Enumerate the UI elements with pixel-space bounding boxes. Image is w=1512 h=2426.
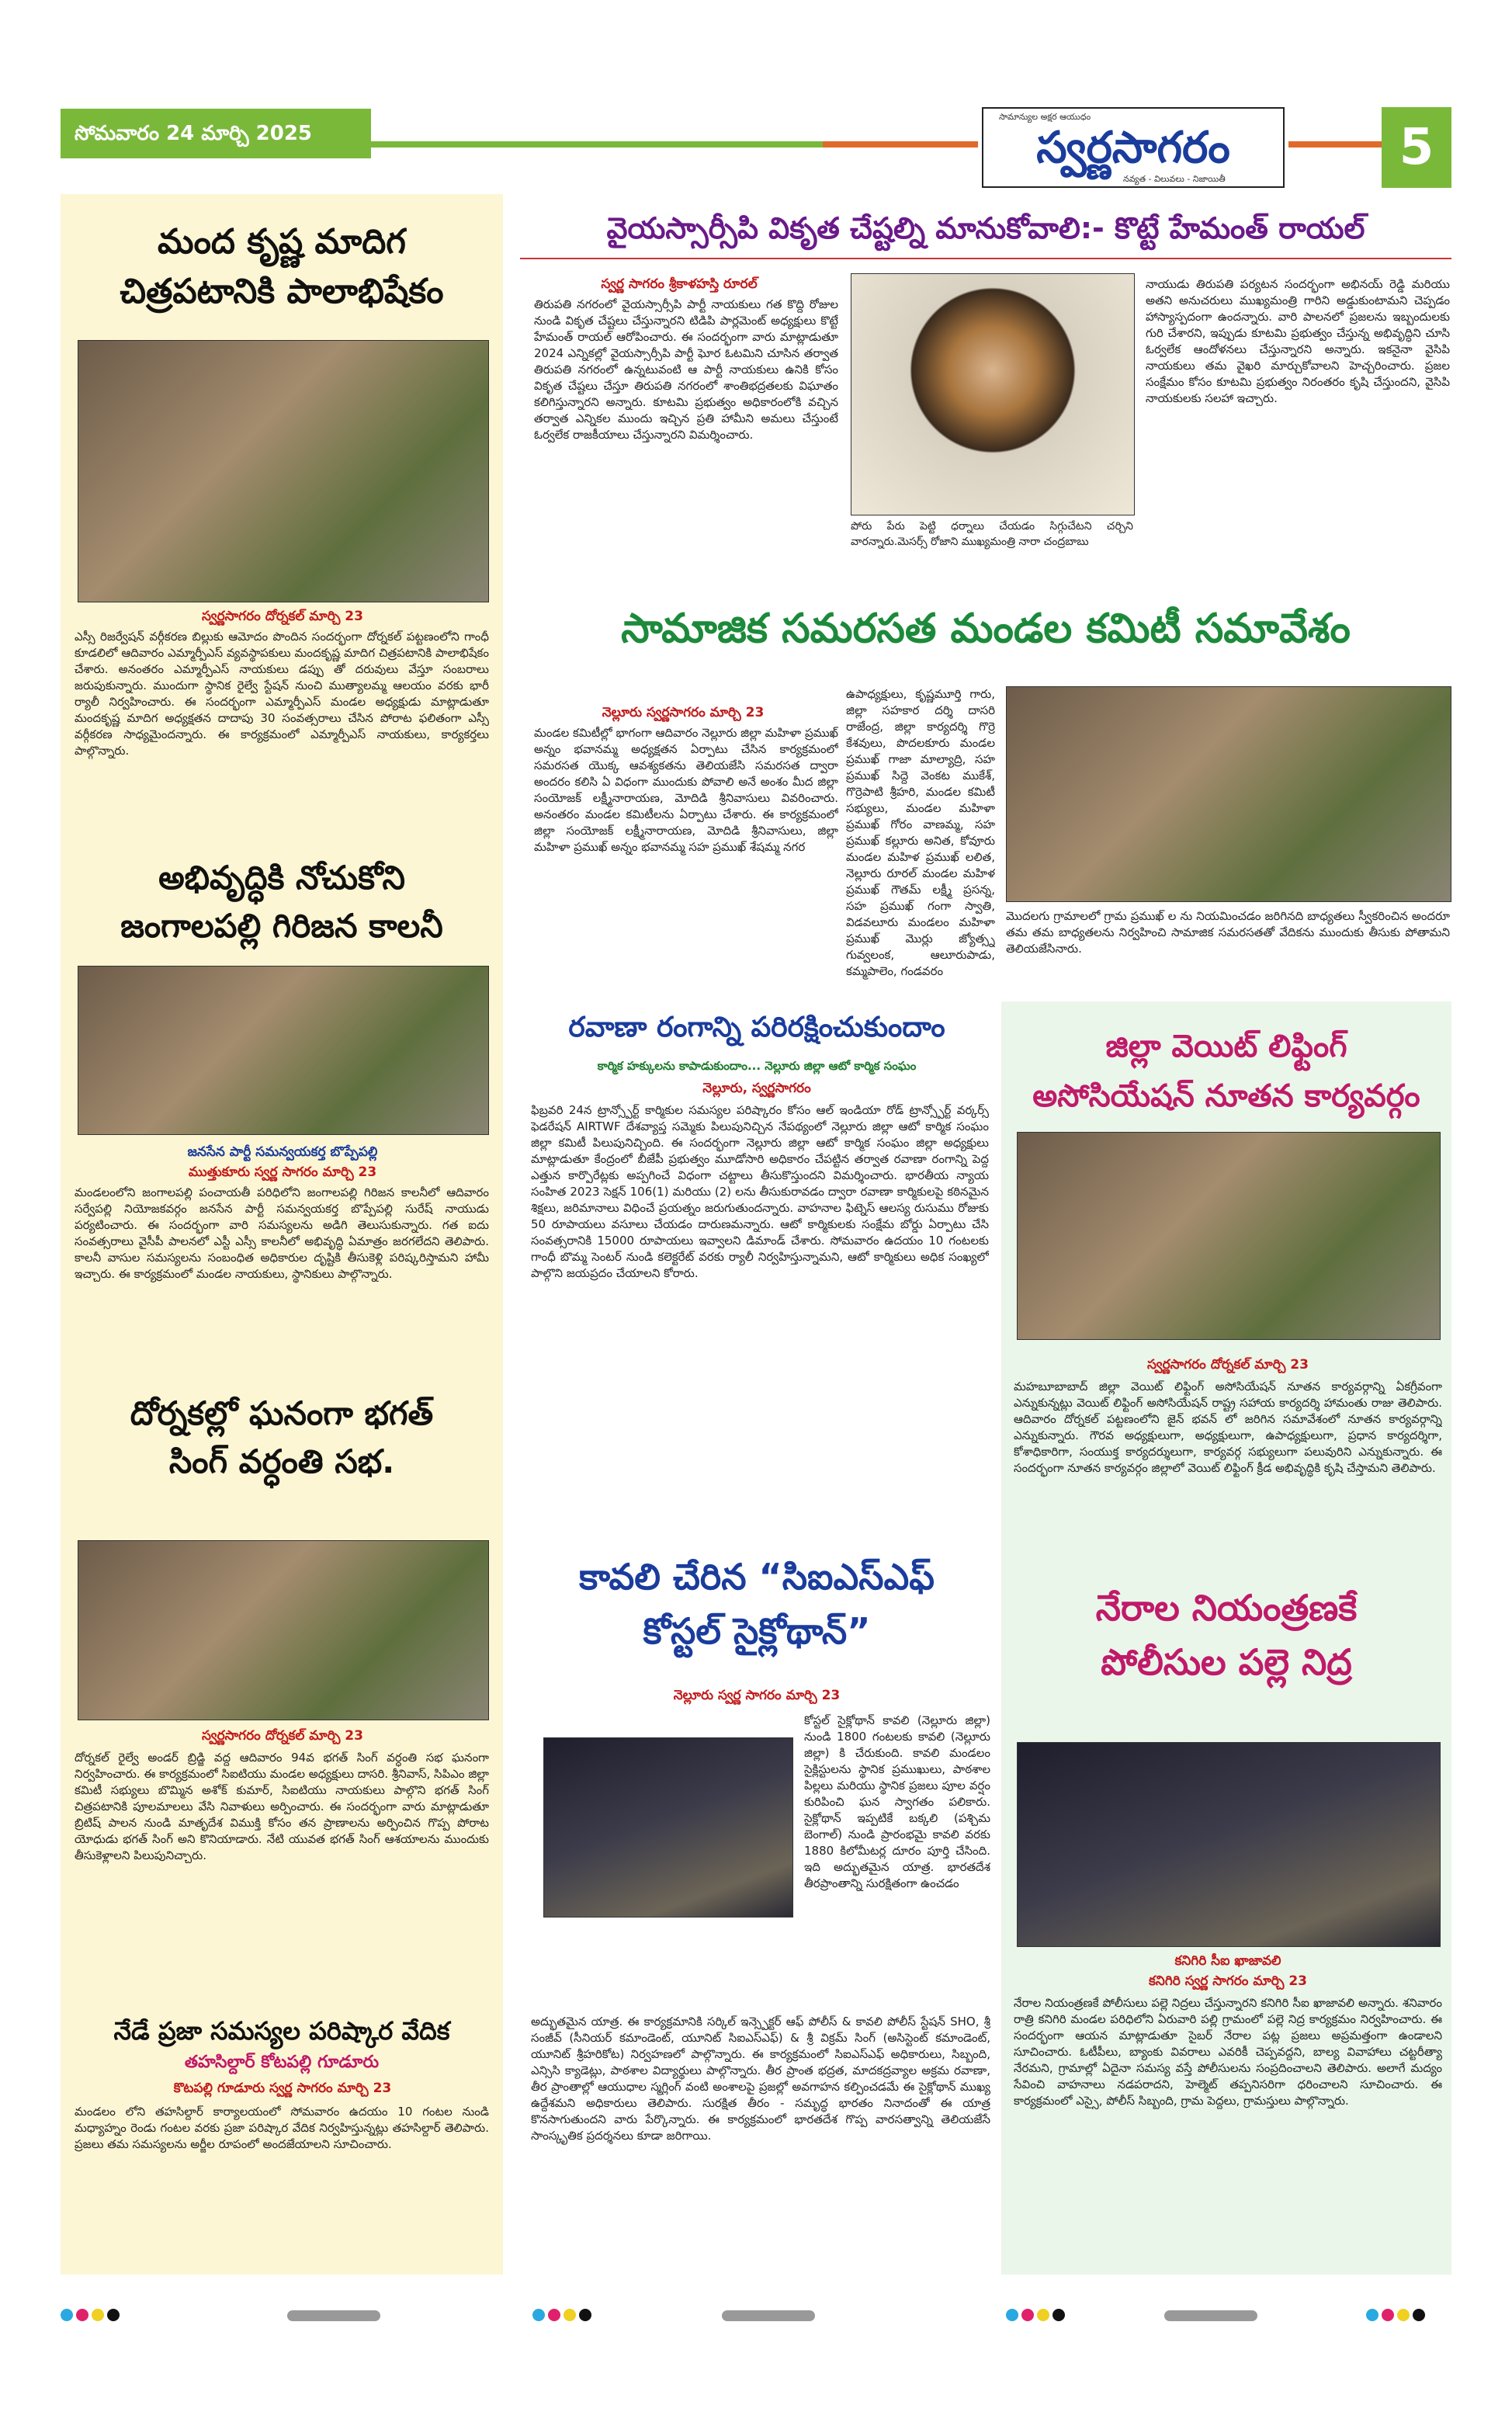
left-a4-dateline: కొటపల్లి గూడూరు స్వర్ణ సాగరం మార్చి 23: [173, 2081, 392, 2096]
left-a3-headline-line1: దోర్నకల్లో ఘనంగా భగత్: [130, 1394, 434, 1432]
ravana-dateline: నెల్లూరు, స్వర్ణసాగరం: [702, 1081, 811, 1096]
left-a2-headline-line1: అభివృద్ధికి నోచుకోని: [158, 859, 405, 897]
weightlifting-body: మహబూబాబాద్ జిల్లా వెయిట్ లిఫ్టింగ్ అసోసియేషన్ నూతన కార్యవర్గాన్ని ఏకగ్రీవంగా ఎన్నుకున్నట్లు వెయిట్ లిఫ్టింగ్ అసోసియేషన్ రాష్ట్ర సహాయ కార్యదర్శి హామంతు రాజు తెలిపారు. ఆదివారం దోర్నకల్ పట్టణంలోని జైన్ భవన్ లో జరిగిన సమావేశంలో నూతన కార్యవర్గాన్ని ఎన్నుకున్నారు. గౌరవ అధ్యక్షులుగా, అధ్యక్షులుగా, ఉపాధ్యక్షులుగా, ప్రధాన కార్యదర్శిగా, కోశాధికారిగా, సంయుక్త కార్యదర్శులుగా, కార్యవర్గ సభ్యులుగా పలువురిని ఎన్నుకున్నారు. ఈ సందర్భంగా నూతన కార్యవర్గం జిల్లాలో వెయిట్ లిఫ్టింగ్ క్రీడ అభివృద్ధికి కృషి చేస్తామని తెలిపారు.: [1014, 1380, 1442, 1475]
lead-portrait-photo: [851, 273, 1135, 515]
samarasata-dateline: నెల్లూరు స్వర్ణసాగరం మార్చి 23: [602, 705, 765, 720]
color-registration-dots-right: [1006, 2309, 1068, 2324]
left-a2-headline-line2: జంగాలపల్లి గిరిజన కాలనీ: [120, 907, 443, 945]
police-photo: [1017, 1742, 1441, 1947]
color-registration-dots-left: [61, 2309, 123, 2324]
cyclothon-headline: [520, 1550, 994, 1658]
weightlifting-headline-line2: అసోసియేషన్ నూతన కార్యవర్గం: [1032, 1078, 1420, 1114]
left-a4-body: మండలం లోని తహసిల్దార్ కార్యాలయంలో సోమవారం ఉదయం 10 గంటల నుండి మధ్యాహ్నం రెండు గంటల వరకు ప్రజా పరిష్కార వేదిక నిర్వహిస్తున్నట్లు తహసిల్దార్ తెలిపారు. ప్రజలు తమ సమస్యలను అర్జీల రూపంలో అందజేయాలని సూచించారు.: [75, 2105, 489, 2151]
paper-name: స్వర్ణసాగరం: [1036, 123, 1230, 173]
issue-date: సోమవారం 24 మార్చి 2025: [61, 109, 371, 158]
footer-bar-2: [722, 2310, 815, 2321]
samarasata-body: మండల కమిటీల్లో భాగంగా ఆదివారం నెల్లూరు జిల్లా మహిళా ప్రముఖ్ అన్నం భవానమ్మ అధ్యక్షతన ఏర్పాటు చేసిన కార్యక్రమంలో సమరసత యొక్క ఆవశ్యకతను తెలియజేసి సమరసత ద్వారా అందరం కలిసి ఏ విధంగా ముందుకు పోవాలి అనే అంశం మీద జిల్లా సంయోజక్ లక్ష్మీనారాయణ, మోదిడి శ్రీనివాసులు వివరించారు. అనంతరం మండల కమిటీలను ఏర్పాటు చేశారు. ఈ కార్యక్రమంలో జిల్లా సంయోజక్ లక్ష్మీనారాయణ, మోదిడి శ్రీనివాసులు, జిల్లా మహిళా ప్రముఖ్ అన్నం భవానమ్మ సహ ప్రముఖ్ శేషమ్మ నగర: [534, 726, 838, 854]
weightlifting-photo: [1017, 1132, 1441, 1340]
weightlifting-headline-line1: జిల్లా వెయిట్ లిఫ్టింగ్: [1105, 1029, 1347, 1064]
ravana-subhead: కార్మిక హక్కులను కాపాడుకుందాం... నెల్లూరు జిల్లా ఆటో కార్మిక సంఘం: [597, 1059, 917, 1073]
page-number: 5: [1382, 107, 1451, 188]
lead-photo-caption: పోరు పేరు పెట్టి ధర్నాలు చేయడం సిగ్గుచేటని చర్చిని వారన్నారు.మెసర్స్ రోజాని ముఖ్యమంత్రి నారా చంద్రబాబు: [851, 520, 1133, 548]
left-a1-body: ఎస్సీ రిజర్వేషన్ వర్గీకరణ బిల్లుకు ఆమోదం పొందిన సందర్భంగా దోర్నకల్ పట్టణంలోని గాంధీ కూడలిలో ఆదివారం ఎమ్మార్పీఎస్ వ్యవస్థాపకులు మందకృష్ణ మాదిగ చిత్రపటానికి పాలాభిషేకం చేశారు. అనంతరం ఎమ్మార్పీఎస్ నాయకులు డప్పు తో దరువులు వేస్తూ సంబరాలు జరుపుకున్నారు. ముందుగా స్థానిక రైల్వే స్టేషన్ నుంచి ముత్యాలమ్మ ఆలయం వరకు భారీ ర్యాలీ నిర్వహించారు. ఈ సందర్భంగా ఎమ్మార్పీఎస్ మండల అధ్యక్షుడు మాట్లాడుతూ మందకృష్ణ మాదిగ అధ్యక్షతన దాదాపు 30 సంవత్సరాలు చేసిన పోరాట ఫలితంగా ఎస్సీ వర్గీకరణ సాధ్యమైందన్నారు. ఈ కార్యక్రమంలో ఎమ్మార్పీఎస్ నాయకులు, కార్యకర్తలు పాల్గొన్నారు.: [75, 630, 489, 758]
police-body: నేరాల నియంత్రణకే పోలీసులు పల్లె నిద్రలు చేస్తున్నారని కనిగిరి సీఐ ఖాజావలి అన్నారు. శనివారం రాత్రి కనిగిరి మండల పరిధిలోని ఏరువారి పల్లి గ్రామంలో పల్లె నిద్ర కార్యక్రమం నిర్వహించారు. ఈ సందర్భంగా ఆయన మాట్లాడుతూ సైబర్ నేరాల పట్ల ప్రజలు అప్రమత్తంగా ఉండాలని సూచించారు. ఓటీపీలు, బ్యాంకు వివరాలు ఎవరికీ చెప్పవద్దని, బాల్య వివాహాలు చట్టరీత్యా నేరమని, గ్రామాల్లో ఏదైనా సమస్య వస్తే పోలీసులను సంప్రదించాలని తెలిపారు. అలాగే మద్యం సేవించి వాహనాలు నడపరాదని, హెల్మెట్ తప్పనిసరిగా ధరించాలని సూచించారు. ఈ కార్యక్రమంలో ఎస్సై, పోలీస్ సిబ్బంది, గ్రామ పెద్దలు, గ్రామస్తులు పాల్గొన్నారు.: [1014, 1996, 1442, 2108]
left-a2-caption: జనసేన పార్టీ సమన్వయకర్త బొప్పేపల్లి: [187, 1144, 378, 1160]
lead-body-left: తిరుపతి నగరంలో వైయస్సార్సీపి పార్టీ నాయకులు గత కొద్ది రోజుల నుండి వికృత చేష్టలు చేస్తున్నారని టిడిపి పార్లమెంట్ అధ్యక్షులు కొట్టే హేమంత్ రాయల్ ఆరోపించారు. ఈ సందర్భంగా వారు మాట్లాడుతూ 2024 ఎన్నికల్లో వైయస్సార్సీపి పార్టీ ఘోర ఓటమిని చూసిన తర్వాత తిరుపతి నగరంలో ఉన్నటువంటి ఆ పార్టీ నాయకులు ఉనికి కోసం వికృత చేష్టలు చేస్తూ తిరుపతి నగరంలో శాంతిభద్రతలకు విఘాతం కలిగిస్తున్నారని అన్నారు. కూటమి ప్రభుత్వం అధికారంలోకి వచ్చిన తర్వాత ఎన్నికల ముందు ఇచ్చిన ప్రతి హామీని అమలు చేస్తుంటే ఓర్వలేక రాజకీయాలు చేస్తున్నారని విమర్శించారు.: [534, 297, 838, 442]
left-a2-photo: [78, 966, 489, 1135]
left-a1-photo: [78, 340, 489, 602]
header-rule-orange: [823, 141, 978, 148]
police-headline-line2: పోలీసుల పల్లె నిద్ర: [1101, 1641, 1352, 1683]
police-caption: కనిగిరి సీఐ ఖాజావలి: [1174, 1953, 1281, 1969]
left-a1-dateline: స్వర్ణసాగరం దోర్నకల్ మార్చి 23: [202, 609, 363, 624]
cyclothon-dateline: నెల్లూరు స్వర్ణ సాగరం మార్చి 23: [673, 1688, 841, 1703]
left-a3-headline-line2: సింగ్ వర్ధంతి సభ.: [168, 1442, 395, 1480]
left-a3-headline: [70, 1390, 494, 1486]
lead-body-right: నాయుడు తిరుపతి పర్యటన సందర్భంగా అభినయ్ రెడ్డి మరియు అతని అనుచరులు ముఖ్యమంత్రి గారిని అడ్డుకుంటామని చెప్పడం హాస్యాస్పదంగా ఉందన్నారు. వారి పాలనలో ప్రజలను ఇబ్బందులకు గురి చేశారని, ఇప్పుడు కూటమి ప్రభుత్వం చేస్తున్న అభివృద్ధిని చూసి ఓర్వలేక ఆందోళనలు చేస్తున్నారని అన్నారు. ఇకనైనా వైసిపి నాయకులు తమ వైఖరి మార్చుకోవాలని హెచ్చరించారు. ప్రజల సంక్షేమం కోసం కూటమి ప్రభుత్వం నిరంతరం కృషి చేస్తుందని, వైసిపి నాయకులకు సలహా ఇచ్చారు.: [1146, 277, 1450, 405]
left-a1-headline-line2: చిత్రపటానికి పాలాభిషేకం: [120, 272, 444, 311]
lead-dateline: స్వర్ణ సాగరం శ్రీకాళహస్తి రూరల్: [601, 276, 758, 292]
masthead-tagline: సామాన్యుల అక్షర ఆయుధం: [999, 112, 1091, 122]
lead-rule: [520, 258, 1451, 259]
left-a1-headline: [70, 217, 494, 317]
left-a3-photo: [78, 1540, 489, 1720]
police-headline-line1: నేరాల నియంత్రణకే: [1095, 1587, 1358, 1629]
left-a3-dateline: స్వర్ణసాగరం దోర్నకల్ మార్చి 23: [202, 1728, 363, 1744]
weightlifting-headline: [1009, 1022, 1444, 1121]
cyclothon-body: అద్భుతమైన యాత్ర. ఈ కార్యక్రమానికి సర్కిల్ ఇన్స్పెక్టర్ ఆఫ్ పోలీస్ & కావలి పోలీస్ స్టేషన్ SHO, శ్రీ సంజీవ్ (సీనియర్ కమాండెంట్, యూనిట్ సిఐఎస్ఎఫ్) & శ్రీ విక్రమ్ సింగ్ (అసిస్టెంట్ కమాండెంట్, యూనిట్ శ్రీహరికోట) నిర్వహణలో పాల్గొన్నారు. ఈ కార్యక్రమంలో సిఐఎస్ఎఫ్ అధికారులు, సిబ్బంది, ఎన్సిసి క్యాడెట్లు, పాఠశాల విద్యార్థులు పాల్గొన్నారు. తీర ప్రాంత భద్రత, మాదకద్రవ్యాల అక్రమ రవాణా, తీర ప్రాంతాల్లో ఆయుధాల స్మగ్లింగ్ వంటి అంశాలపై ప్రజల్లో అవగాహన కల్పించడమే ఈ సైక్లోథాన్ ముఖ్య ఉద్దేశమని అధికారులు తెలిపారు. సురక్షిత తీరం - సమృద్ధ భారతం నినాదంతో ఈ యాత్ర కొనసాగుతుందని వారు పేర్కొన్నారు. ఈ కార్యక్రమంలో భారతదేశ గొప్ప వారసత్వాన్ని తెలియజేసే సాంస్కృతిక ప్రదర్శనలు కూడా జరిగాయి.: [531, 2015, 990, 2143]
lead-headline: వైయస్సార్సీపి వికృత చేష్టల్ని మానుకోవాలి:- కొట్టే హేమంత్ రాయల్: [606, 211, 1365, 245]
left-a3-body: దోర్నకల్ రైల్వే అండర్ బ్రిడ్జి వద్ద ఆదివారం 94వ భగత్ సింగ్ వర్ధంతి సభ ఘనంగా నిర్వహించారు. ఈ కార్యక్రమంలో సిఐటియు మండల అధ్యక్షులు దాసరి. శ్రీనివాస్, సిపిఎం జిల్లా కమిటీ సభ్యులు బొమ్మిన అశోక్ కుమార్, సిఐటియు నాయకులు పాల్గొని భగత్ సింగ్ చిత్రపటానికి పూలమాలలు వేసి నివాళులు అర్పించారు. ఈ సందర్భంగా వారు మాట్లాడుతూ బ్రిటిష్ పాలన నుండి మాతృదేశ విముక్తి కోసం తన ప్రాణాలను అర్పించిన గొప్ప పోరాట యోధుడు భగత్ సింగ్ అని కొనియాడారు. నేటి యువత భగత్ సింగ్ ఆశయాలను ముందుకు తీసుకెళ్లాలని పిలుపునిచ్చారు.: [75, 1751, 489, 1862]
left-a4-subhead: తహసిల్దార్ కోటపల్లి గూడూరు: [184, 2053, 380, 2072]
police-headline: [1009, 1581, 1444, 1689]
left-a2-body: మండలంలోని జంగాలపల్లి పంచాయతీ పరిధిలోని జంగాలపల్లి గిరిజన కాలనీలో ఆదివారం సర్వేపల్లి నియోజకవర్గం జనసేన పార్టీ సమన్వయకర్త బొప్పేపల్లి సురేష్ నాయుడు పర్యటించారు. ఈ సందర్భంగా వారి సమస్యలను అడిగి తెలుసుకున్నారు. గత ఐదు సంవత్సరాలు వైసీపీ పాలనలో ఎస్టీ ఎస్సీ కాలనీలో అభివృద్ధి ఏమాత్రం జరగలేదని తెలిపారు. కాలనీ వాసుల సమస్యలను సంబంధిత అధికారుల దృష్టికి తీసుకెళ్లి పరిష్కరిస్తామని హామీ ఇచ్చారు. ఈ కార్యక్రమంలో మండల నాయకులు, స్థానికులు పాల్గొన్నారు.: [75, 1185, 489, 1281]
samarasata-headline: సామాజిక సమరసత మండల కమిటీ సమావేశం: [621, 606, 1351, 652]
left-a1-headline-line1: మంద కృష్ణ మాదిగ: [158, 222, 406, 262]
footer-bar-3: [1164, 2310, 1257, 2321]
left-a2-headline: [70, 854, 494, 950]
weightlifting-dateline: స్వర్ణసాగరం దోర్నకల్ మార్చి 23: [1147, 1357, 1309, 1373]
ravana-headline: రవాణా రంగాన్ని పరిరక్షించుకుందాం: [568, 1012, 945, 1043]
left-a2-dateline: ముత్తుకూరు స్వర్ణ సాగరం మార్చి 23: [188, 1164, 377, 1180]
cyclothon-body-side: కోస్టల్ సైక్లోథాన్ కావలి (నెల్లూరు జిల్లా) నుండి 1800 గంటలకు కావలి (నెల్లూరు జిల్లా) కి చేరుకుంది. కావలి మండలం సైక్లిస్టులను స్థానిక ప్రముఖులు, పాఠశాల పిల్లలు మరియు స్థానిక ప్రజలు పూల వర్షం కురిపించి ఘన స్వాగతం పలికారు. సైక్లోథాన్ ఇప్పటికే బక్కలి (పశ్చిమ బెంగాల్) నుండి ప్రారంభమై కావలి వరకు 1880 కిలోమీటర్ల దూరం పూర్తి చేసింది. ఇది అద్భుతమైన యాత్ర. భారతదేశ తీరప్రాంతాన్ని సురక్షితంగా ఉంచడం: [804, 1713, 990, 1890]
left-a4-headline: నేడే ప్రజా సమస్యల పరిష్కార వేదిక: [113, 2016, 450, 2046]
samarasata-body-right: మొదలగు గ్రామాలలో గ్రామ ప్రముఖ్ ల ను నియమించడం జరిగినది బాధ్యతలు స్వీకరించిన అందరూ తమ తమ బాధ్యతలను నిర్వహించి సామాజిక సమరసతతో వేదికను ముందుకు తీసుకు పోతామని తెలియజేసినారు.: [1006, 909, 1450, 956]
footer-bar-1: [287, 2310, 380, 2321]
samarasata-photo: [1006, 686, 1451, 902]
masthead-subtag: నవ్యత - విలువలు - నిజాయితీ: [1123, 174, 1226, 184]
samarasata-members: ఉపాధ్యక్షులు, కృష్ణమూర్తి గారు, జిల్లా సహకార దర్శి దాసరి రాజేంద్ర, జిల్లా కార్యదర్శి గొర్రె కేశవులు, పొదలకూరు మండల ప్రముఖ్ గాజా మాల్యాద్రి, సహ ప్రముఖ్ సిద్దె వెంకట ముకేశ్, గొర్రెపాటి శ్రీహరి, మండల కమిటీ సభ్యులు, మండల మహిళా ప్రముఖ్ గోరం వాణమ్మ, సహ ప్రముఖ్ కల్లూరు అనిత, కోవూరు మండల మహిళ ప్రముఖ్ లలిత, నెల్లూరు రూరల్ మండల మహిళ ప్రముఖ్ గౌతమ్ లక్ష్మీ ప్రసన్న, సహ ప్రముఖ్ గంగా స్వాతి, విడవలూరు మండలం మహిళా ప్రముఖ్ మొర్లు జ్యోత్స్న గువ్వలంక, ఆలూరుపాడు, కమ్మపాలెం, గండవరం: [846, 687, 995, 978]
ravana-body: ఫిబ్రవరి 24న ట్రాన్స్పోర్ట్ కార్మికుల సమస్యల పరిష్కారం కోసం ఆల్ ఇండియా రోడ్ ట్రాన్స్పోర్ట్ వర్కర్స్ ఫెడరేషన్ AIRTWF దేశవ్యాప్త సమ్మెకు పిలుపునిచ్చిన నేపథ్యంలో నెల్లూరు జిల్లా ఆటో కార్మిక సంఘం జిల్లా కమిటీ పిలుపునిచ్చింది. ఈ సందర్భంగా నెల్లూరు జిల్లా ఆటో కార్మిక సంఘం జిల్లా అధ్యక్షులు మాట్లాడుతూ కేంద్రంలో బీజేపీ ప్రభుత్వం మూడోసారి అధికారం చేపట్టిన తర్వాత రవాణా రంగాన్ని పెద్ద ఎత్తున కార్పొరేట్లకు అప్పగించే విధంగా చట్టాలు తీసుకొస్తుందని విమర్శించారు. భారతీయ న్యాయ సంహిత 2023 సెక్షన్ 106(1) మరియు (2) లను తీసుకురావడం ద్వారా రవాణా కార్మికులపై కఠినమైన శిక్షలు, జరిమానాలు విధించే ప్రయత్నం జరుగుతుందన్నారు. వాహనాల ఫిట్నెస్ ఆలస్య రుసుము రోజుకు 50 రూపాయలు వసూలు చేయడం దారుణమన్నారు. ఆటో కార్మికులకు సంక్షేమ బోర్డు ఏర్పాటు చేసి సంవత్సరానికి 15000 రూపాయలు ఇవ్వాలని డిమాండ్ చేశారు. సోమవారం ఉదయం 10 గంటలకు గాంధీ బొమ్మ సెంటర్ నుండి కలెక్టరేట్ వరకు ర్యాలీ నిర్వహిస్తున్నామని, ఆటో కార్మికులు అధిక సంఖ్యలో పాల్గొని జయప్రదం చేయాలని కోరారు.: [531, 1103, 989, 1280]
header-rule-orange-right: [1288, 141, 1389, 148]
cyclothon-headline-line1: కావలి చేరిన “సిఐఎస్ఎఫ్: [579, 1556, 935, 1598]
color-registration-dots-far-right: [1366, 2309, 1428, 2324]
masthead: [982, 107, 1285, 188]
color-registration-dots-center: [532, 2309, 595, 2324]
police-dateline: కనిగిరి స్వర్ణ సాగరం మార్చి 23: [1149, 1973, 1307, 1989]
cyclothon-headline-line2: కోస్టల్ సైక్లోథాన్”: [643, 1610, 871, 1652]
cyclothon-photo: [543, 1737, 793, 1918]
